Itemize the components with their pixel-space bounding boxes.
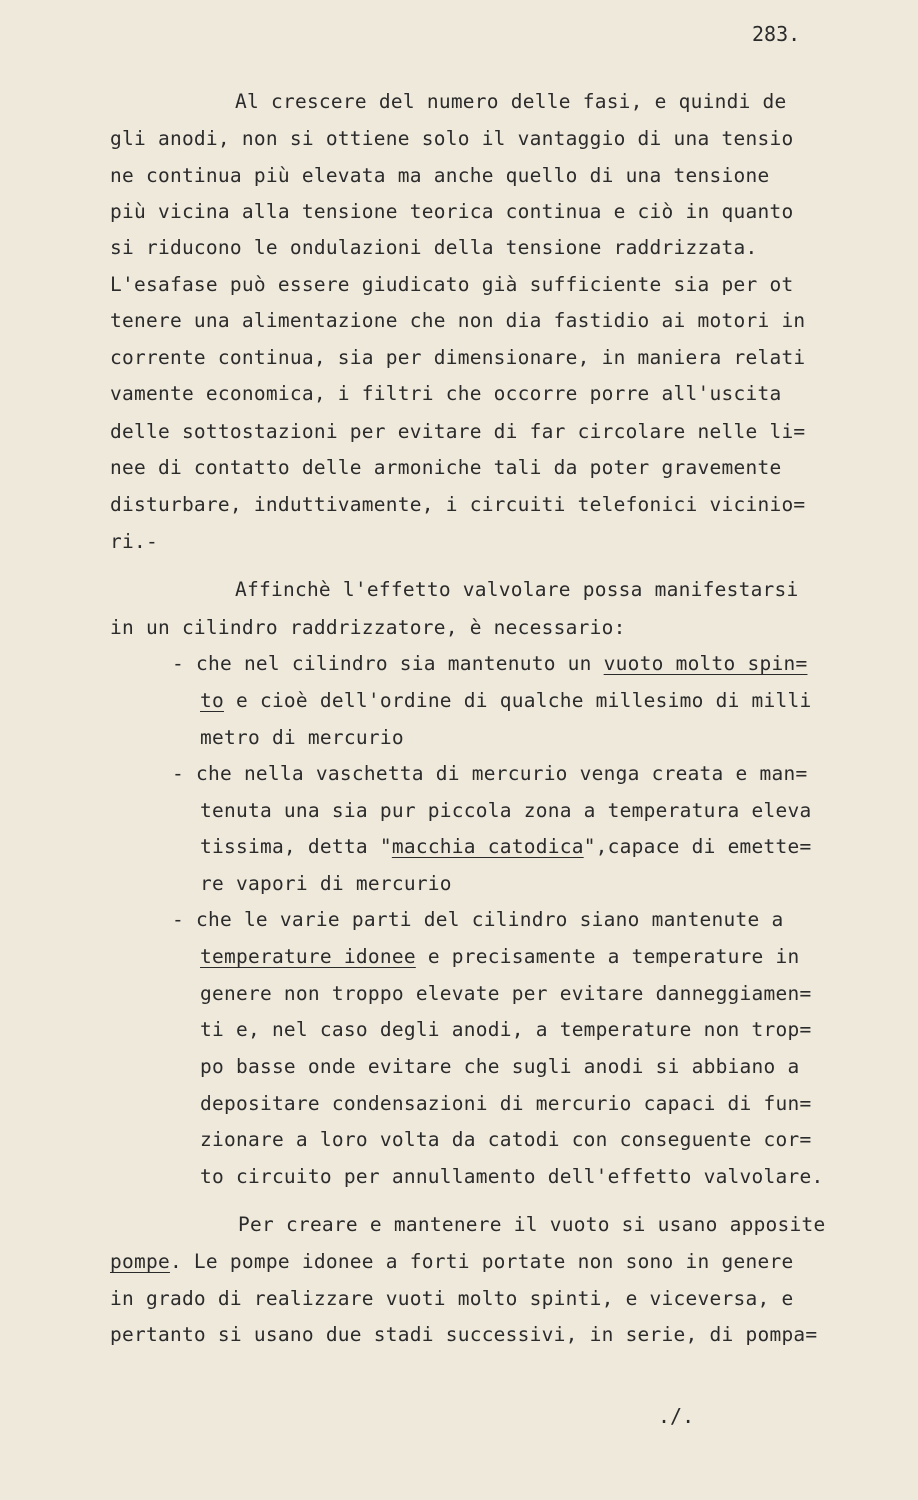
text-segment: ",capace di emette= xyxy=(583,835,812,858)
list-item-line xyxy=(200,945,800,969)
text-segment: e cioè dell'ordine di qualche millesimo di milli xyxy=(223,689,812,712)
text-line: disturbare, induttivamente, i circuiti telefonici vicinio= xyxy=(110,493,806,516)
text-line-mixed xyxy=(110,1250,793,1274)
text-line: po basse onde evitare che sugli anodi si abbiano a xyxy=(200,1055,800,1078)
text-line: L'esafase può essere giudicato già sufficiente sia per ot xyxy=(110,273,794,296)
text-line: delle sottostazioni per evitare di far circolare nelle li= xyxy=(110,420,806,443)
text-line: metro di mercurio xyxy=(200,726,404,749)
text-line: genere non troppo elevate per evitare danneggiamen= xyxy=(200,982,812,1005)
underlined-term: temperature idonee xyxy=(200,945,416,968)
text-line: si riducono le ondulazioni della tensione raddrizzata. xyxy=(110,236,758,259)
text-line: ne continua più elevata ma anche quello di una tensione xyxy=(110,164,770,187)
text-segment: . Le pompe idonee a forti portate non sono in genere xyxy=(169,1250,794,1273)
text-line: re vapori di mercurio xyxy=(200,872,452,895)
text-line: Per creare e mantenere il vuoto si usano apposite xyxy=(238,1213,826,1236)
text-line: nee di contatto delle armoniche tali da poter gravemente xyxy=(110,456,782,479)
text-line: zionare a loro volta da catodi con conseguente cor= xyxy=(200,1128,812,1151)
text-line: tenuta una sia pur piccola zona a temperatura eleva xyxy=(200,799,812,822)
list-item-line xyxy=(172,652,807,676)
text-segment: e precisamente a temperature in xyxy=(415,945,800,968)
text-segment: - che nel cilindro sia mantenuto un xyxy=(172,652,604,675)
underlined-term: to xyxy=(200,689,224,712)
text-segment: tissima, detta " xyxy=(200,835,392,858)
text-line: depositare condensazioni di mercurio capaci di fun= xyxy=(200,1092,812,1115)
text-line: Al crescere del numero delle fasi, e quindi de xyxy=(235,90,787,113)
text-line: in grado di realizzare vuoti molto spinti, e viceversa, e xyxy=(110,1287,794,1310)
underlined-term: pompe xyxy=(110,1250,170,1273)
underlined-term: macchia catodica xyxy=(391,835,584,858)
text-line: - che nella vaschetta di mercurio venga creata e man= xyxy=(172,762,808,785)
text-line: in un cilindro raddrizzatore, è necessario: xyxy=(110,616,626,639)
list-item-line xyxy=(200,689,812,713)
text-line: pertanto si usano due stadi successivi, in serie, di pompa= xyxy=(110,1323,818,1346)
text-line: to circuito per annullamento dell'effetto valvolare. xyxy=(200,1165,824,1188)
text-line: tenere una alimentazione che non dia fastidio ai motori in xyxy=(110,309,806,332)
text-line: corrente continua, sia per dimensionare, in maniera relati xyxy=(110,346,806,369)
text-line: ri.- xyxy=(110,530,158,553)
text-line: vamente economica, i filtri che occorre porre all'uscita xyxy=(110,382,782,405)
continuation-mark: ./. xyxy=(658,1404,695,1428)
list-item-line xyxy=(200,835,812,859)
page-number: 283. xyxy=(752,22,801,46)
text-line: gli anodi, non si ottiene solo il vantaggio di una tensio xyxy=(110,127,794,150)
text-line: più vicina alla tensione teorica continua e ciò in quanto xyxy=(110,200,794,223)
text-line: Affinchè l'effetto valvolare possa manifestarsi xyxy=(235,578,799,601)
underlined-term: vuoto molto spin= xyxy=(603,652,808,675)
text-line: ti e, nel caso degli anodi, a temperature non trop= xyxy=(200,1018,812,1041)
text-line: - che le varie parti del cilindro siano mantenute a xyxy=(172,908,784,931)
